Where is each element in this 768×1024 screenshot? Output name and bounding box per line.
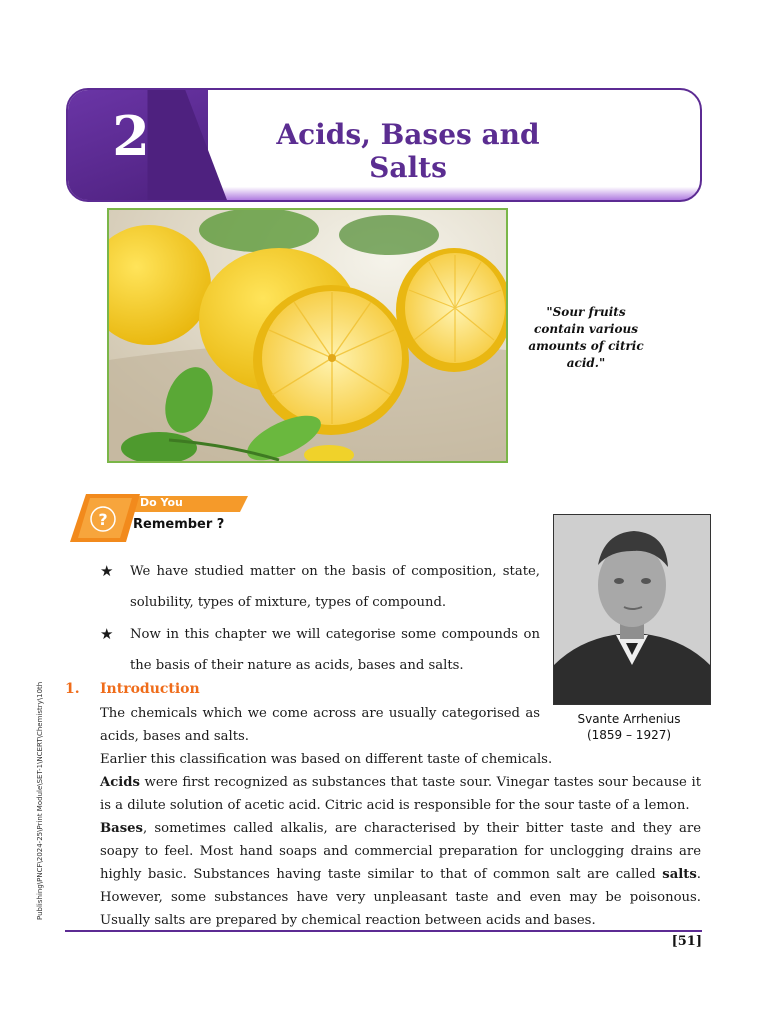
bullet-text: We have studied matter on the basis of composition, state, solubility, types of mixture, types of compound. xyxy=(130,564,540,610)
paragraph: Bases, sometimes called alkalis, are characterised by their bitter taste and they are soapy to feel. Most hand soaps and commercial preparation for unclogging drains are highly basic. Substances having taste similar to that of common salt are called salts. However, some substances have very unpleasant taste and even may be poisonous. Usually salts are prepared by chemical reaction between acids and bases. xyxy=(100,821,701,928)
lemons-illustration xyxy=(109,210,506,461)
section-number: 1. xyxy=(65,681,80,697)
badge-top-label: Do You xyxy=(140,496,183,509)
star-icon: ★ xyxy=(100,625,114,643)
chapter-banner xyxy=(66,88,702,202)
paragraph: Acids were first recognized as substances that taste sour. Vinegar tastes sour because it is a dilute solution of acetic acid. Citric acid is responsible for the sour taste of a lemon. xyxy=(100,775,701,813)
question-icon xyxy=(88,504,118,534)
paragraph: Earlier this classification was based on different taste of chemicals. xyxy=(100,752,553,767)
term-bases: Bases xyxy=(100,821,143,836)
portrait-photo xyxy=(554,515,710,704)
paragraph: The chemicals which we come across are usually categorised as acids, bases and salts. xyxy=(100,706,540,744)
chapter-title: Acids, Bases and Salts xyxy=(276,118,540,184)
publishing-path: Publishing\PNCF\2024-25\Print Module\SET-1\NCERT\Chemistry\10th xyxy=(36,681,44,920)
bullet-item xyxy=(100,619,540,681)
arrhenius-portrait xyxy=(553,514,711,705)
page-number: [51] xyxy=(671,934,702,949)
section-title: Introduction xyxy=(100,681,200,697)
badge-main-label: Remember ? xyxy=(133,517,225,532)
figure-quote: "Sour fruits contain various amounts of citric acid." xyxy=(528,305,644,370)
portrait-name: Svante Arrhenius xyxy=(577,712,681,726)
lemons-image xyxy=(107,208,508,463)
portrait-years: (1859 – 1927) xyxy=(586,728,672,742)
footer-divider xyxy=(65,930,702,932)
star-icon: ★ xyxy=(100,562,114,580)
term-salts: salts xyxy=(662,867,697,882)
term-acids: Acids xyxy=(100,775,140,790)
bullet-item xyxy=(100,556,540,618)
chapter-number: 2 xyxy=(112,104,150,168)
bullet-text: Now in this chapter we will categorise some compounds on the basis of their nature as acids, bases and salts. xyxy=(130,627,540,673)
svg-text:?: ? xyxy=(98,510,108,529)
portrait-caption xyxy=(553,711,705,743)
